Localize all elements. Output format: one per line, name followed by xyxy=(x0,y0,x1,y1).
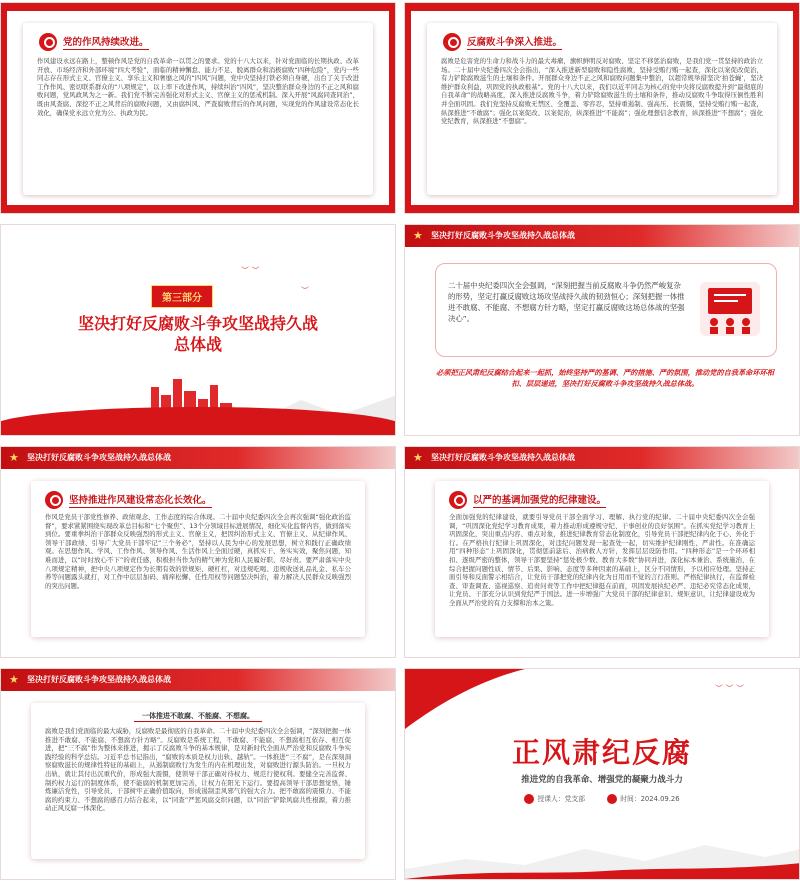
red-wave-decoration xyxy=(0,407,396,436)
final-meta xyxy=(405,793,799,804)
content-card xyxy=(31,481,365,637)
speaker-label: 授课人：党支部 xyxy=(537,795,586,803)
ribbon-title: 坚决打好反腐败斗争攻坚战持久战总体战 xyxy=(431,231,575,240)
highlight-text: 必须把正风肃纪反腐结合起来一起抓，始终坚持严的基调、严的措施、严的氛围，推动党的自我革命环环相扣、层层递进，坚决打好反腐败斗争攻坚战持久战总体战。 xyxy=(436,368,774,388)
body-text: 作风是党员干部党性修养、政绩观念、工作态度的综合体现。二十届中央纪委四次全会再次强调“强化政治监督”，要求紧紧围绕实现改革总目标和“七个聚焦”、13个分领域目标进展情况，细化实化监督内容，做到落实到位。要重拳纠治干部群众反映强烈的形式主义、官僚主义，把因纠治形式主义、官僚主义、从纪律作风、领导干部政绩、引导广大党员干部牢记“三个务必”，坚持以人民为中心的发展思想，树立和践行正确政绩观。在思想作风、学风、工作作风、领导作风、生活作风上全面过硬，真抓实干、务实实效，聚焦问题，知难而进，以“时时放心不下”的责任感，积极担当作为的精气神为党和人民履好职、尽好责。要严肃落实中央八项规定精神，把中央八项规定作为长期有效的铁规矩、硬杠杠，对违规吃喝、违规收送礼品礼金、私车公养等问题露头就打，对工作中层层加码、痛痒松懈、任性用权等问题坚决纠治，着力解决人民群众反映强烈的突出问题。 xyxy=(45,513,351,590)
time-chip xyxy=(607,793,679,804)
subtitle-pill xyxy=(31,711,365,721)
body-text: 全面加强党的纪律建设，就要引导党员干部全面学习、理解、执行党的纪律。二十届中央纪委四次全会强调，“巩固深化党纪学习教育成果，着力推动形成遵规守纪、干事创业的良好氛围”。在抓实党纪学习教育上巩固深化，突出重点内容、重点对象，推进纪律教育常态化制度化，引导党员干部把纪律内化于心、外化于行。在严格执行纪律上巩固深化，对违纪问题发现一起查处一起，切实维护纪律刚性、严肃性。在准确运用“四种形态”上巩固深化，贯彻惩前毖后、治病救人方针，发挥层层设防作用。“四种形态”是一个环环相扣、逐级严密的整体，领导干部要坚持“惩处极少数、教育大多数”协同并进，深化标本兼治、系统施治，在综合把握问题性质、情节、后果、影响、态度等多种因素的基础上，区分不同情形，予以相应处理。坚持正面引导和反面警示相结合，让党员干部把党的纪律内化为日用而不觉的言行准则。严格纪律执行，在监督检查、审查调查、巡视巡察、追责问责等工作中把纪律挺在前面，巩固发展执纪必严、违纪必究常态化成果，让党员、干部充分认识到党纪严于国法。进一步增强广大党员干部的纪律意识、规矩意识，让纪律建设成为全面从严治党的有力支撑和治本之策。 xyxy=(449,513,755,607)
section-title: 以严的基调加强党的纪律建设。 xyxy=(473,492,606,508)
target-icon xyxy=(449,491,467,509)
content-card xyxy=(435,481,769,637)
content-card xyxy=(31,703,365,859)
slide-2[interactable] xyxy=(404,2,800,214)
section-title: 反腐败斗争深入推进。 xyxy=(467,34,562,50)
star-icon: ★ xyxy=(413,229,423,242)
section-header xyxy=(449,491,606,509)
quote-box xyxy=(435,263,777,357)
target-icon xyxy=(45,491,63,509)
header-ribbon xyxy=(1,669,395,691)
pill-text: 一体推进不敢腐、不能腐、不想腐。 xyxy=(134,712,262,722)
star-icon: ★ xyxy=(413,451,423,464)
top-bar xyxy=(1,3,395,11)
target-icon xyxy=(39,33,57,51)
body-text: 腐败是危害党的生命力和战斗力的最大毒瘤，旗帜鲜明反对腐败、坚定不移惩治腐败，是我们党一贯坚持的政治立场。二十届中央纪委四次全会指出，“深入推进新型腐败和隐性腐败，坚持受贿行贿一起查，深化以案促改促治，有力铲除腐败滋生的土壤和条件。开展群众身边不正之风和腐败问题集中整治，以超常规举措坚决‘拍苍蝇’，坚决维护群众利益，巩固党的执政根基”。党的十八大以来，我们以近平同志为核心的党中央将反腐败提升到“最彻底的自我革命”的战略高度，深入推进反腐败斗争，着力铲除腐败滋生的土壤和条件，推动反腐败斗争取得压倒性胜利并全面巩固。我们党坚持反腐败无禁区、全覆盖、零容忍，坚持重遏制、强高压、长震慑，坚持受贿行贿一起查，纵深推进“不敢腐”；强化以案促改、以案促治，纵深推进“不能腐”；强化理想信念教育，纵深推进“不想腐”；强化党纪教育，纵深推进“不想腐”。 xyxy=(441,57,763,126)
user-icon xyxy=(524,794,534,804)
content-card xyxy=(23,23,373,195)
birds-icon: ︶ xyxy=(301,286,309,295)
top-bar xyxy=(405,3,799,11)
part-title xyxy=(1,313,395,355)
content-card xyxy=(427,23,777,195)
speaker-chip xyxy=(524,793,585,804)
ribbon-title: 坚决打好反腐败斗争攻坚战持久战总体战 xyxy=(27,675,171,684)
body-text: 作风建设永远在路上，整顿作风是党的自我革命一以贯之的要求。党的十八大以来，针对党面临的长期执政、改革开放、市场经济和外部环境“四大考验”，面临的精神懈怠、能力不足、脱离群众和消极腐败“四种危险”，党内一些同志存在形式主义、官僚主义、享乐主义和奢靡之风的“四风”问题，党中央坚持打铁必须自身硬，出台了关于改进工作作风、密切联系群众的“八项规定”，以上率下改进作风，持续纠治“四风”，坚决整治群众身边的不正之风和腐败问题，党风政风为之一新。我们党不断完善强化对形式主义、官僚主义的惩戒机制。深入开展“风腐同查同治”，既由风查腐、深挖不正之风背后的腐败问题，又由腐纠风、严查腐败背后的作风问题，实现党的作风建设常态化长效化，确保党永远立党为公、执政为民。 xyxy=(37,57,359,117)
slide-1[interactable] xyxy=(0,2,396,214)
target-icon xyxy=(443,33,461,51)
quote-text: 二十届中央纪委四次全会强调，“深刻把握当前反腐败斗争仍然严峻复杂的形势，坚定打赢反腐败这场攻坚战持久战的韧劲恒心；深刻把握一体推进不敢腐、不能腐、不想腐方针方略，坚定打赢反腐败这场总体战的坚强决心”。 xyxy=(448,281,685,323)
header-ribbon xyxy=(405,447,799,469)
part-title-line1: 坚决打好反腐败斗争攻坚战持久战 xyxy=(77,314,318,333)
slide-5[interactable] xyxy=(0,446,396,658)
bottom-bar xyxy=(405,205,799,213)
final-title: 正风肃纪反腐 xyxy=(511,736,692,769)
star-icon: ★ xyxy=(9,451,19,464)
body-text: 腐败是我们党面临的最大威胁，反腐败是最彻底的自我革命。二十届中央纪委四次全会强调，“深刻把握一体推进不敢腐、不能腐、不想腐方针方略”。反腐败是系统工程，不敢腐、不能腐、不想腐相互依存、相互促进，把“三不腐”作为整体来推进，揭示了反腐败斗争的基本规律，是对新时代全面从严治党和反腐败斗争实践经验的科学总结。习近平总书记指出，“腐败的本质是权力出轨、越轨”。一体推进“三不腐”，是在深刻洞察腐败滋长的规律性特征的基础上，从遏制腐败行为发生的内在机理出发，对腐败进行源头防治。一旦权力出轨，就让其付出沉重代价，形成强大震慑，使领导干部正确对待权力、规范行使权利。要健全完善监督、制约权力运行的制度体系，使不能腐的机制更加完善，让权力在阳光下运行。要提高领导干部思想觉悟，锤炼廉洁党性，引导党员、干部树牢正确价值取向，形成遏制歪风邪气的强大合力。把不敢腐的震慑力、不能腐的约束力、不想腐的感召力结合起来，以“同查”严惩风腐交织问题，以“同治”铲除风腐共性根源，着力推动正风反腐一体深化。 xyxy=(45,727,351,813)
birds-icon: ︶ ︶ ︶ xyxy=(715,684,745,693)
slide-4[interactable] xyxy=(404,224,800,436)
section-title: 坚持推进作风建设常态化长效化。 xyxy=(69,492,212,508)
slide-6[interactable] xyxy=(404,446,800,658)
time-label: 时间：2024.09.26 xyxy=(620,795,680,803)
red-corner-wave xyxy=(405,669,525,729)
great-wall-illustration xyxy=(405,819,800,879)
section-header xyxy=(443,33,562,51)
part-title-line2: 总体战 xyxy=(173,335,222,354)
slide-3[interactable] xyxy=(0,224,396,436)
clock-icon xyxy=(607,794,617,804)
part-badge: 第三部分 xyxy=(151,285,213,308)
slide-7[interactable] xyxy=(0,668,396,880)
final-subtitle: 推进党的自我革命、增强党的凝聚力战斗力 xyxy=(521,775,683,785)
header-ribbon xyxy=(1,447,395,469)
ribbon-title: 坚决打好反腐败斗争攻坚战持久战总体战 xyxy=(27,453,171,462)
header-ribbon xyxy=(405,225,799,247)
bottom-bar xyxy=(1,205,395,213)
slide-8[interactable] xyxy=(404,668,800,880)
star-icon: ★ xyxy=(9,673,19,686)
ribbon-title: 坚决打好反腐败斗争攻坚战持久战总体战 xyxy=(431,453,575,462)
birds-icon: ︶ ︶ xyxy=(241,266,260,275)
section-header xyxy=(39,33,149,51)
meeting-icon xyxy=(700,282,760,336)
section-title: 党的作风持续改进。 xyxy=(63,34,149,50)
section-header xyxy=(45,491,212,509)
